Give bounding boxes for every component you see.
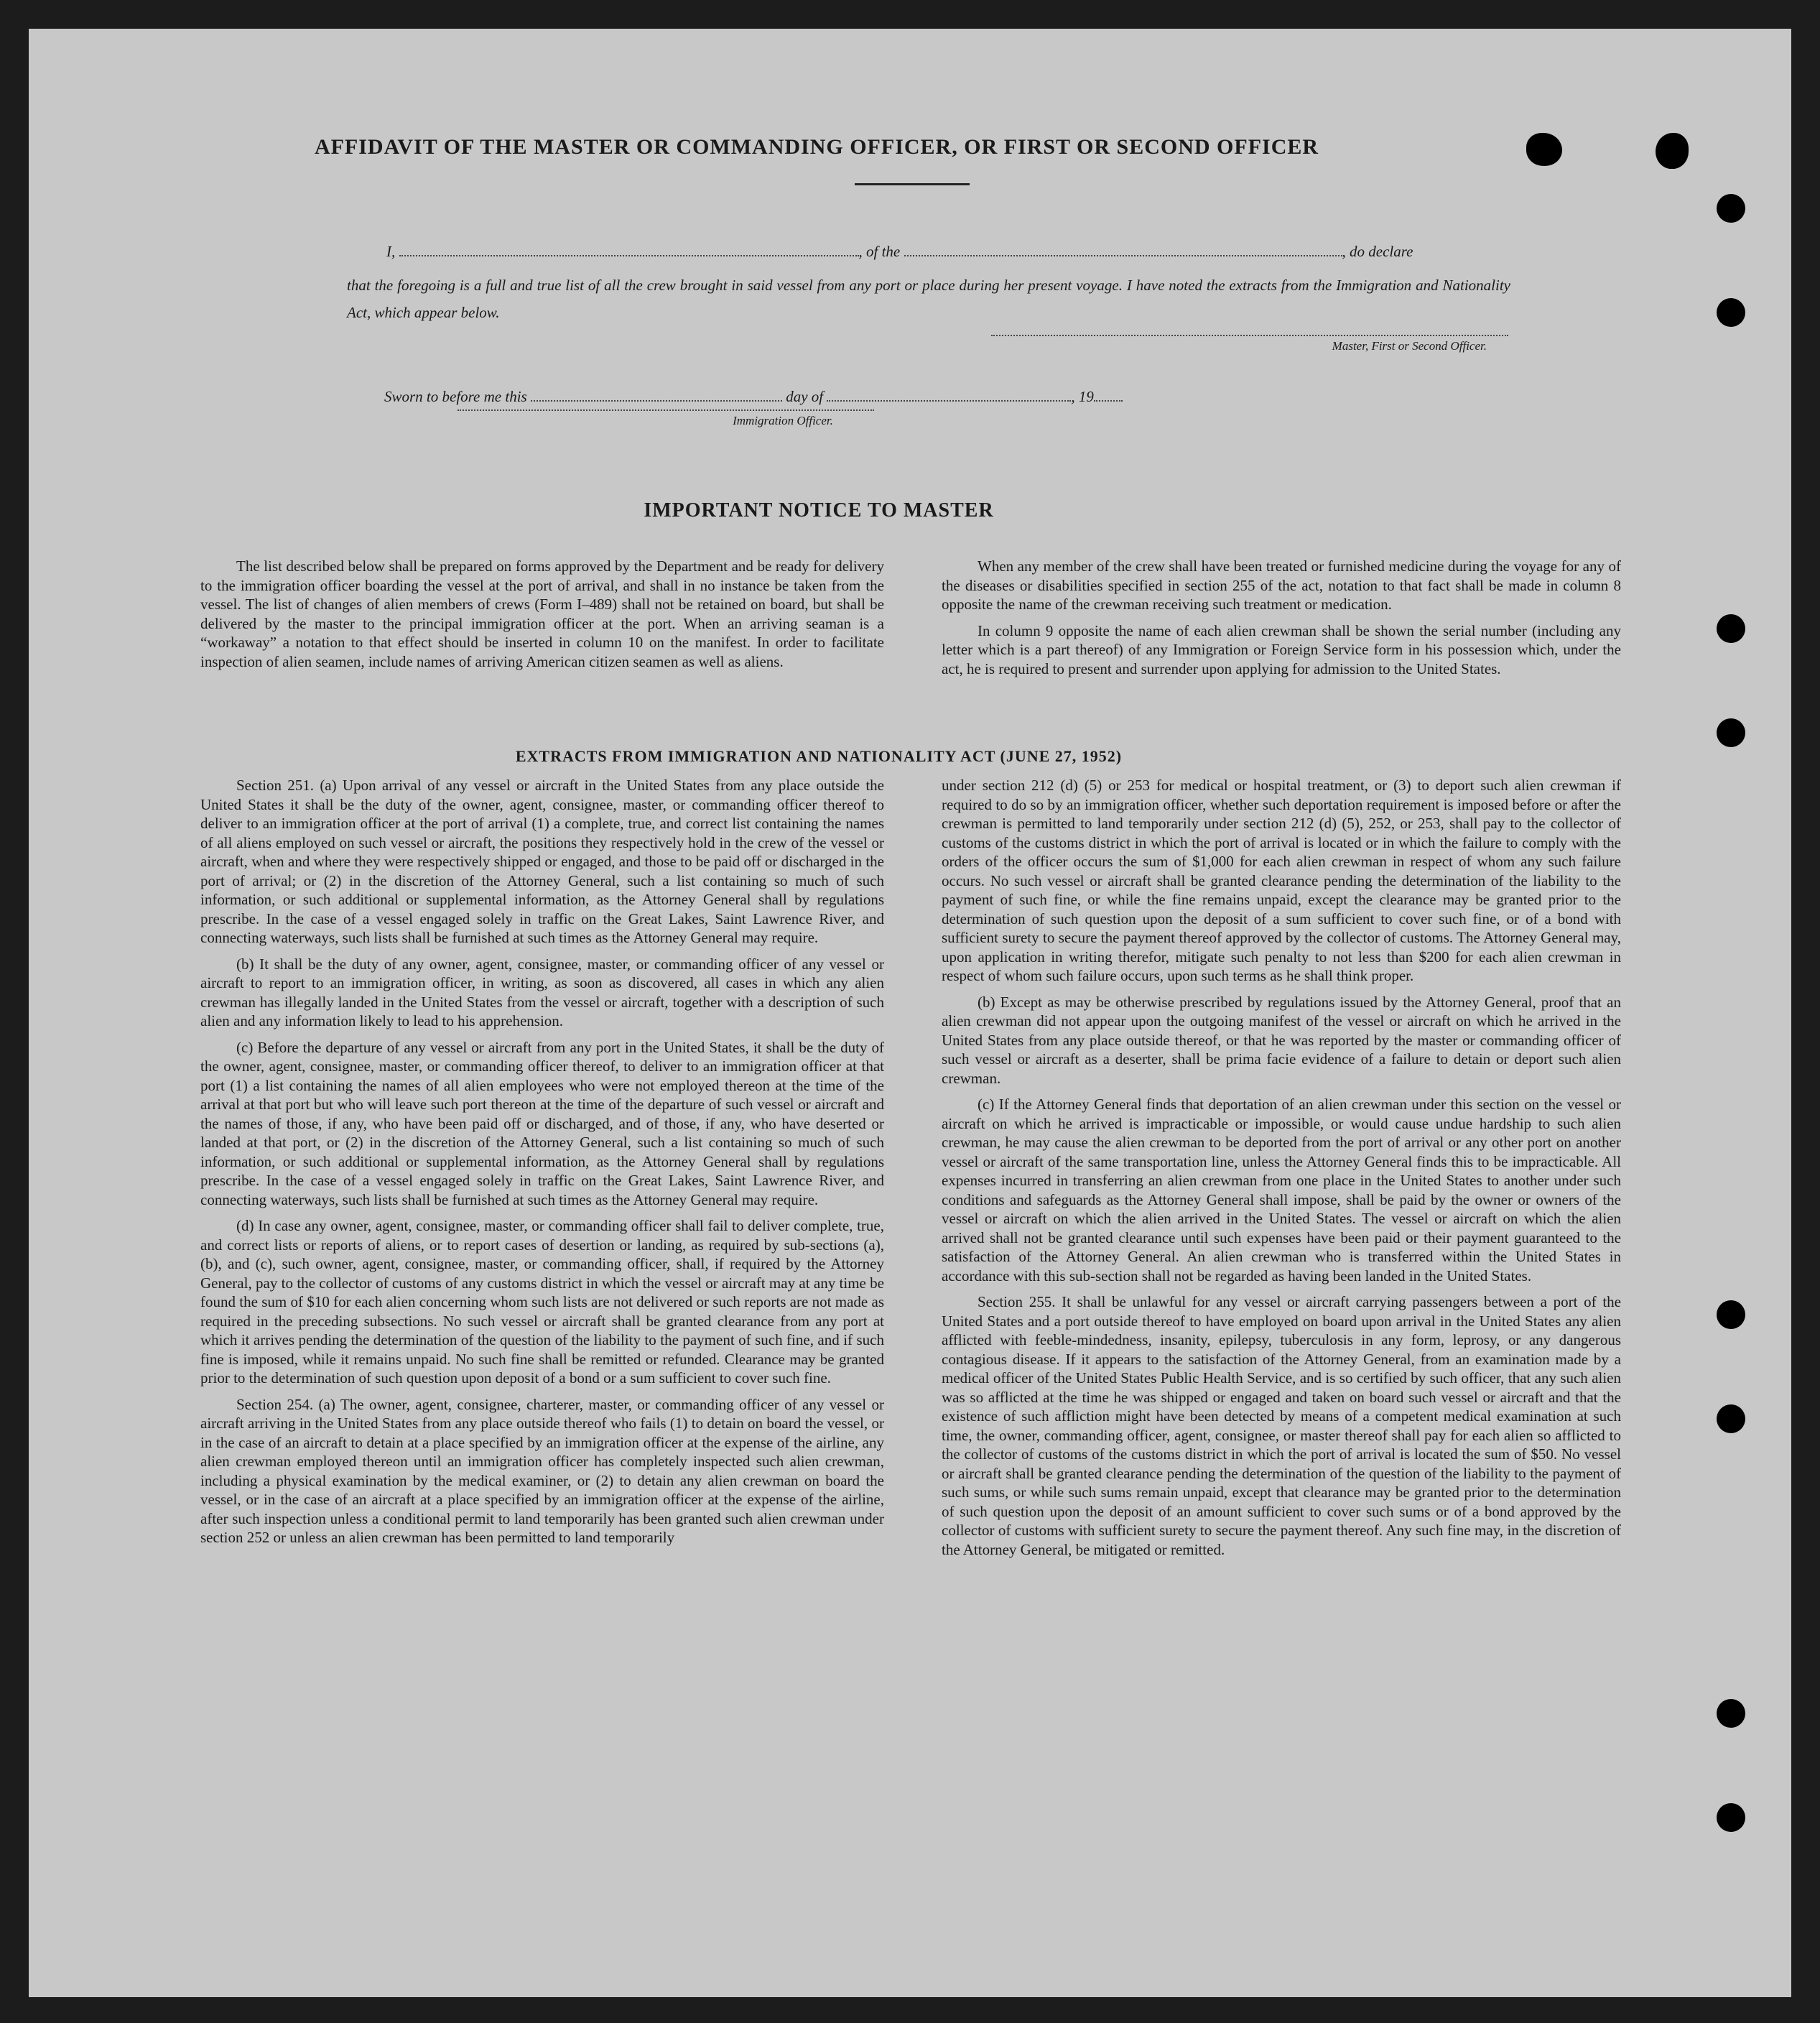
vessel-blank[interactable] [904, 255, 1342, 256]
sworn-line [384, 388, 1318, 406]
year-prefix: , 19 [1071, 388, 1094, 405]
notice-left-paragraph: The list described below shall be prepared on forms approved by the Department and be ready for delivery to the immigration officer boarding the vessel at the port of arrival, and shall in no instance be taken from the vessel. The list of changes of alien members of crews (Form I–489) shall not be retained on board, but shall be delivered by the master to the principal immigration officer at the port. When an arriving seaman is a “workaway” a notation to that effect should be inserted in column 10 on the manifest. In order to facilitate inspection of alien seamen, include names of arriving American citizen seamen as well as aliens. [200, 557, 884, 670]
section-254-c: (c) If the Attorney General finds that deportation of an alien crewman under this section on the vessel or aircraft on which he arrived is impracticable or impossible, or would cause undue hardship to such alien crewman, he may cause the alien crewman to be deported from the port of arrival or any other port on another vessel or aircraft of the same transportation line, unless the Attorney General finds this to be impracticable. All expenses incurred in transferring an alien crewman from one place in the United States to another under such conditions and safeguards as the Attorney General shall impose, shall be paid by the owner or owners of the vessel or aircraft on which the alien arrived in the United States. The vessel or aircraft on which the alien arrived shall not be granted clearance until such expenses have been paid or their payment guaranteed to the satisfaction of the Attorney General. An alien crewman who is transferred within the United States in accordance with this sub-section shall not be regarded as having been landed in the United States. [942, 1096, 1621, 1284]
binder-hole [1717, 1300, 1745, 1329]
binder-hole [1717, 1803, 1745, 1832]
of-the-label: , of the [858, 243, 901, 260]
declaration-text: that the foregoing is a full and true list of all the crew brought in said vessel from any port or place during her present voyage. I have noted the extracts from the Immigration and Nationality Act, which appear below. [347, 277, 1510, 321]
binder-hole [1717, 298, 1745, 327]
sworn-prefix: Sworn to before me this [384, 388, 527, 405]
section-251-a: Section 251. (a) Upon arrival of any vessel or aircraft in the United States from any place outside the United States it shall be the duty of the owner, agent, consignee, master, or commanding officer thereof to deliver to an immigration officer at the port of arrival (1) a complete, true, and correct list containing the names of all aliens employed on such vessel or aircraft, the positions they respectively hold in the crew of the vessel or aircraft, when and where they were respectively shipped or engaged, and those to be paid off or discharged in the port of arrival; or (2) in the discretion of the Attorney General, such a list containing so much of such information, or such additional or supplemental information, as the Attorney General shall by regulations prescribe. In the case of a vessel engaged solely in traffic on the Great Lakes, Saint Lawrence River, and connecting waterways, such lists shall be furnished at such times as the Attorney General may require. [200, 777, 884, 946]
section-251-b: (b) It shall be the duty of any owner, agent, consignee, master, or commanding officer of any vessel or aircraft to report to an immigration officer, in writing, as soon as discovered, all cases in which any alien crewman has illegally landed in the United States from the vessel or aircraft, together with a description of such alien and any information likely to lead to his apprehension. [200, 955, 884, 1029]
notice-right-paragraph-2: In column 9 opposite the name of each alien crewman shall be shown the serial number (including any letter which is a part thereof) of any Immigration or Foreign Service form in his possession which, under the act, he is required to present and surrender upon applying for admission to the United States. [942, 621, 1621, 677]
sworn-year-blank[interactable] [1094, 400, 1123, 402]
binder-hole [1717, 1404, 1745, 1433]
sworn-month-blank[interactable] [827, 400, 1071, 402]
master-signature-label: Master, First or Second Officer. [1332, 339, 1487, 353]
binder-hole [1717, 718, 1745, 747]
binder-hole [1717, 1699, 1745, 1728]
extracts-right-column [942, 776, 1621, 1566]
section-254-a: Section 254. (a) The owner, agent, consignee, charterer, master, or commanding officer of any vessel or aircraft arriving in the United States from any place outside thereof who fails (1) to detain on board the vessel, or in the case of an aircraft to detain at a place specified by an immigration officer at the expense of the airline, any alien crewman employed thereon until an immigration officer has completely inspected such alien crewman, including a physical examination by the medical examiner, or (2) to detain any alien crewman on board the vessel, or in the case of an aircraft at a place specified by an immigration officer at the expense of the airline, after such inspection unless a conditional permit to land temporarily has been granted such alien crewman under section 252 or unless an alien crewman has been permitted to land temporarily [200, 1395, 884, 1546]
notice-left-column [200, 557, 884, 678]
notice-title: IMPORTANT NOTICE TO MASTER [644, 499, 994, 522]
master-signature-line[interactable] [991, 335, 1508, 336]
binder-hole [1717, 194, 1745, 223]
section-254-b: (b) Except as may be otherwise prescribed by regulations issued by the Attorney General, proof that an alien crewman did not appear upon the outgoing manifest of the vessel or aircraft on which he arrived in the United States from any place outside thereof, or that he was reported by the master or commanding officer of such vessel or aircraft as a deserter, shall be prima facie evidence of a failure to detain or deport such alien crewman. [942, 993, 1621, 1087]
do-declare-label: , do declare [1342, 243, 1413, 260]
section-251-c: (c) Before the departure of any vessel or aircraft from any port in the United States, it shall be the duty of the owner, agent, consignee, master, or commanding officer thereof, to deliver to an immigration officer at that port (1) a list containing the names of all alien employees who were not employed thereon at the time of the arrival at that port but who will leave such port thereon at the time of the departure of such vessel or aircraft and the names of those, if any, who have been paid off or discharged, and of those, if any, who have deserted or landed at that port, or (2) in the discretion of the Attorney General, such a list containing so much of such information, or such additional or supplemental information, as the Attorney General shall by regulations prescribe. In the case of a vessel engaged solely in traffic on the Great Lakes, Saint Lawrence River, and connecting waterways, such lists shall be furnished at such times as the Attorney General may require. [200, 1038, 884, 1208]
extracts-title: EXTRACTS FROM IMMIGRATION AND NATIONALITY ACT (JUNE 27, 1952) [515, 747, 1123, 765]
officer-signature-line[interactable] [458, 409, 874, 411]
section-255: Section 255. It shall be unlawful for any vessel or aircraft carrying passengers between a port of the United States and a port outside thereof to have employed on board upon arrival in the United States any alien afflicted with feeble-mindedness, insanity, epilepsy, tuberculosis in any form, leprosy, or any dangerous contagious disease. If it appears to the satisfaction of the Attorney General, from an examination made by a medical officer of the United States Public Health Service, and is so certified by such officer, that any such alien was so afflicted at the time he was shipped or engaged and taken on board such vessel or aircraft and that the existence of such affliction might have been detected by means of a competent medical examination at such time, the owner, commanding officer, agent, consignee, or master thereof shall pay for each alien so afflicted to the collector of customs of the customs district in which the port of arrival is located the sum of $50. No vessel or aircraft shall be granted clearance pending the determination of the question of the liability to the payment of such sums, or while such sums remain unpaid, except that clearance may be granted prior to the determination of such question upon the deposit of an amount sufficient to cover such sums or of a bond approved by the collector of customs with sufficient surety to secure the payment thereof. Any such fine may, in the discretion of the Attorney General, be mitigated or remitted. [942, 1293, 1621, 1558]
sworn-day-blank[interactable] [531, 400, 782, 402]
notice-right-column [942, 557, 1621, 685]
affidavit-title: AFFIDAVIT OF THE MASTER OR COMMANDING OFFICER, OR FIRST OR SECOND OFFICER [314, 135, 1319, 159]
section-251-d: (d) In case any owner, agent, consignee, master, or commanding officer shall fail to deliver complete, true, and correct lists or reports of aliens, or to report cases of desertion or landing, as required by sub-sections (a), (b), and (c), such owner, agent, consignee, master, or commanding officer, shall, if required by the Attorney General, pay to the collector of customs of any customs district in which the vessel or aircraft may at any time be found the sum of $10 for each alien concerning whom such lists are not delivered or such reports are not made as required in the preceding subsections. No such vessel or aircraft shall be granted clearance from any port at which it arrives pending the determination of the question of the liability to the payment of such fine, and if such fine is imposed, while it remains unpaid. No such fine shall be remitted or refunded. Clearance may be granted prior to the determination of such question upon deposit of a bond or a sum sufficient to cover such fine. [200, 1217, 884, 1387]
i-prefix: I, [386, 243, 396, 260]
binder-hole [1717, 614, 1745, 643]
name-blank[interactable] [399, 255, 859, 256]
notice-right-paragraph-1: When any member of the crew shall have been treated or furnished medicine during the voyage for any of the diseases or disabilities specified in section 255 of the act, notation to that fact shall be made in column 8 opposite the name of the crewman receiving such treatment or medication. [942, 557, 1621, 613]
document-page [29, 29, 1791, 1997]
officer-signature-label: Immigration Officer. [733, 414, 833, 427]
section-254-a-continued: under section 212 (d) (5) or 253 for medical or hospital treatment, or (3) to deport such alien crewman if required to do so by an immigration officer, whether such deportation requirement is imposed before or after the crewman is permitted to land temporarily under section 212 (d) (5), 252, or 253, shall pay to the collector of customs of the customs district in which the port of arrival is located or in which the failure to comply with the orders of the officer occurs the sum of $1,000 for each alien crewman in respect of whom any such failure occurs. No such vessel or aircraft shall be granted clearance pending the determination of the liability to the payment of such fine, or while the fine remains unpaid, except the clearance may be granted prior to the determination of such question upon the deposit of a sum sufficient to cover such fine, or of a bond with sufficient surety to secure the payment thereof approved by the collector of customs. The Attorney General may, upon application in writing therefor, mitigate such penalty to not less than $200 for each alien crewman in respect of whom such failure occurs, upon such terms as he shall think proper. [942, 777, 1621, 984]
extracts-left-column [200, 776, 884, 1555]
punch-mark [1526, 133, 1562, 166]
title-divider [855, 183, 970, 185]
punch-mark [1656, 133, 1689, 169]
day-of-label: day of [786, 388, 824, 405]
declaration-line [386, 243, 1507, 261]
